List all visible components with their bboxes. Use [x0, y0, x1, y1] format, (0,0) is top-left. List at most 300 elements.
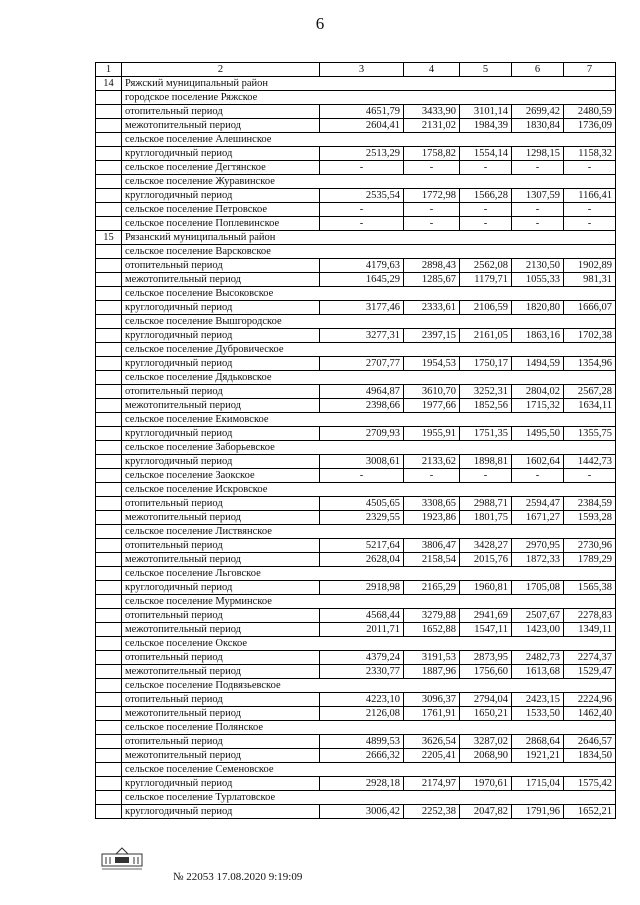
row-number: [96, 693, 122, 707]
value-cell: 2278,83: [564, 609, 616, 623]
value-cell: 2709,93: [320, 427, 404, 441]
table-row: [96, 609, 616, 623]
value-cell: 1423,00: [512, 623, 564, 637]
table-row: [96, 805, 616, 819]
value-cell: 2988,71: [460, 497, 512, 511]
row-label: отопительный период: [122, 539, 320, 553]
row-label: сельское поселение Мурминское: [122, 595, 616, 609]
value-cell: 2398,66: [320, 399, 404, 413]
row-number: [96, 413, 122, 427]
row-number: [96, 511, 122, 525]
row-label: круглогодичный период: [122, 581, 320, 595]
section-row: [96, 231, 616, 245]
value-cell: 2594,47: [512, 497, 564, 511]
value-cell: 2699,42: [512, 105, 564, 119]
column-header: 1: [96, 63, 122, 77]
row-number: [96, 707, 122, 721]
row-label: сельское поселение Семеновское: [122, 763, 616, 777]
row-number: [96, 679, 122, 693]
table-row: [96, 749, 616, 763]
row-number: [96, 805, 122, 819]
column-header: 5: [460, 63, 512, 77]
value-cell: 1970,61: [460, 777, 512, 791]
row-number: [96, 763, 122, 777]
row-label: Ряжский муниципальный район: [122, 77, 616, 91]
value-cell: -: [460, 161, 512, 175]
value-cell: 2106,59: [460, 301, 512, 315]
value-cell: 1055,33: [512, 273, 564, 287]
row-number: [96, 273, 122, 287]
value-cell: 2224,96: [564, 693, 616, 707]
settlement-row: [96, 721, 616, 735]
row-label: отопительный период: [122, 693, 320, 707]
value-cell: 1834,50: [564, 749, 616, 763]
value-cell: 1977,66: [404, 399, 460, 413]
settlement-row: [96, 791, 616, 805]
value-cell: 2794,04: [460, 693, 512, 707]
value-cell: 1307,59: [512, 189, 564, 203]
row-label: межотопительный период: [122, 749, 320, 763]
value-cell: 2804,02: [512, 385, 564, 399]
value-cell: 1650,21: [460, 707, 512, 721]
settlement-row: [96, 637, 616, 651]
row-label: круглогодичный период: [122, 455, 320, 469]
value-cell: 3626,54: [404, 735, 460, 749]
value-cell: 1702,38: [564, 329, 616, 343]
value-cell: 1872,33: [512, 553, 564, 567]
value-cell: 2482,73: [512, 651, 564, 665]
table-row: [96, 217, 616, 231]
value-cell: 2567,28: [564, 385, 616, 399]
column-header: 4: [404, 63, 460, 77]
row-label: сельское поселение Искровское: [122, 483, 616, 497]
row-label: сельское поселение Дубровическое: [122, 343, 616, 357]
row-number: [96, 553, 122, 567]
table-header-row: [96, 63, 616, 77]
row-label: сельское поселение Подвязьевское: [122, 679, 616, 693]
value-cell: -: [564, 203, 616, 217]
value-cell: 2329,55: [320, 511, 404, 525]
value-cell: -: [320, 469, 404, 483]
row-number: [96, 371, 122, 385]
table-row: [96, 105, 616, 119]
value-cell: 1830,84: [512, 119, 564, 133]
table-row: [96, 259, 616, 273]
row-label: сельское поселение Заокское: [122, 469, 320, 483]
value-cell: 3287,02: [460, 735, 512, 749]
settlement-row: [96, 91, 616, 105]
value-cell: 1565,38: [564, 581, 616, 595]
settlement-row: [96, 175, 616, 189]
value-cell: 4179,63: [320, 259, 404, 273]
value-cell: 2131,02: [404, 119, 460, 133]
value-cell: 981,31: [564, 273, 616, 287]
value-cell: 3008,61: [320, 455, 404, 469]
settlement-row: [96, 763, 616, 777]
row-number: [96, 315, 122, 329]
column-header: 7: [564, 63, 616, 77]
value-cell: -: [460, 217, 512, 231]
value-cell: 3610,70: [404, 385, 460, 399]
value-cell: 2333,61: [404, 301, 460, 315]
value-cell: 4899,53: [320, 735, 404, 749]
value-cell: 1166,41: [564, 189, 616, 203]
row-number: [96, 189, 122, 203]
value-cell: 1554,14: [460, 147, 512, 161]
row-number: [96, 651, 122, 665]
value-cell: 2126,08: [320, 707, 404, 721]
row-number: [96, 147, 122, 161]
row-number: [96, 539, 122, 553]
settlement-row: [96, 595, 616, 609]
row-number: [96, 385, 122, 399]
value-cell: 2161,05: [460, 329, 512, 343]
value-cell: 4379,24: [320, 651, 404, 665]
row-number: [96, 175, 122, 189]
row-number: [96, 441, 122, 455]
row-label: круглогодичный период: [122, 147, 320, 161]
value-cell: 2130,50: [512, 259, 564, 273]
table-row: [96, 539, 616, 553]
row-label: круглогодичный период: [122, 427, 320, 441]
value-cell: 2397,15: [404, 329, 460, 343]
value-cell: 2535,54: [320, 189, 404, 203]
value-cell: -: [564, 161, 616, 175]
table-row: [96, 147, 616, 161]
row-label: отопительный период: [122, 385, 320, 399]
value-cell: -: [404, 161, 460, 175]
value-cell: 4505,65: [320, 497, 404, 511]
row-label: сельское поселение Варсковское: [122, 245, 616, 259]
value-cell: 1666,07: [564, 301, 616, 315]
value-cell: 1898,81: [460, 455, 512, 469]
row-label: сельское поселение Дядьковское: [122, 371, 616, 385]
value-cell: 1355,75: [564, 427, 616, 441]
row-label: круглогодичный период: [122, 357, 320, 371]
row-number: [96, 567, 122, 581]
table-row: [96, 665, 616, 679]
value-cell: 2174,97: [404, 777, 460, 791]
row-number: [96, 777, 122, 791]
column-header: 3: [320, 63, 404, 77]
value-cell: 1852,56: [460, 399, 512, 413]
value-cell: 2868,64: [512, 735, 564, 749]
table-row: [96, 385, 616, 399]
row-label: сельское поселение Дегтянское: [122, 161, 320, 175]
value-cell: 3428,27: [460, 539, 512, 553]
value-cell: 1820,80: [512, 301, 564, 315]
value-cell: 1801,75: [460, 511, 512, 525]
settlement-row: [96, 679, 616, 693]
table-row: [96, 119, 616, 133]
value-cell: 1791,96: [512, 805, 564, 819]
settlement-row: [96, 245, 616, 259]
row-label: сельское поселение Высоковское: [122, 287, 616, 301]
document-stamp: № 22053 17.08.2020 9:19:09: [173, 871, 303, 883]
row-label: сельское поселение Листвянское: [122, 525, 616, 539]
table-row: [96, 469, 616, 483]
value-cell: 1529,47: [564, 665, 616, 679]
row-number: [96, 637, 122, 651]
row-label: сельское поселение Полянское: [122, 721, 616, 735]
row-number: [96, 665, 122, 679]
settlement-row: [96, 343, 616, 357]
row-number: [96, 91, 122, 105]
value-cell: 1751,35: [460, 427, 512, 441]
row-label: отопительный период: [122, 105, 320, 119]
value-cell: 3191,53: [404, 651, 460, 665]
row-label: круглогодичный период: [122, 329, 320, 343]
row-number: [96, 301, 122, 315]
table-row: [96, 777, 616, 791]
settlement-row: [96, 413, 616, 427]
row-label: сельское поселение Екимовское: [122, 413, 616, 427]
table-row: [96, 301, 616, 315]
value-cell: 4568,44: [320, 609, 404, 623]
row-number: [96, 203, 122, 217]
value-cell: -: [512, 161, 564, 175]
row-number: [96, 245, 122, 259]
settlement-row: [96, 525, 616, 539]
value-cell: 1750,17: [460, 357, 512, 371]
value-cell: 1758,82: [404, 147, 460, 161]
value-cell: 2970,95: [512, 539, 564, 553]
settlement-row: [96, 133, 616, 147]
value-cell: -: [564, 217, 616, 231]
row-number: [96, 791, 122, 805]
value-cell: 2133,62: [404, 455, 460, 469]
row-number: [96, 595, 122, 609]
value-cell: -: [320, 203, 404, 217]
value-cell: 1923,86: [404, 511, 460, 525]
row-number: [96, 399, 122, 413]
row-number: [96, 609, 122, 623]
row-number: [96, 721, 122, 735]
row-label: отопительный период: [122, 497, 320, 511]
row-label: круглогодичный период: [122, 777, 320, 791]
row-label: межотопительный период: [122, 623, 320, 637]
seal-logo-icon: [100, 846, 144, 872]
value-cell: 1863,16: [512, 329, 564, 343]
row-number: [96, 469, 122, 483]
value-cell: -: [320, 161, 404, 175]
row-label: межотопительный период: [122, 707, 320, 721]
value-cell: 1634,11: [564, 399, 616, 413]
value-cell: 1955,91: [404, 427, 460, 441]
row-number: [96, 329, 122, 343]
value-cell: 2015,76: [460, 553, 512, 567]
row-label: круглогодичный период: [122, 189, 320, 203]
value-cell: 1652,21: [564, 805, 616, 819]
value-cell: 3177,46: [320, 301, 404, 315]
table-row: [96, 203, 616, 217]
value-cell: 1158,32: [564, 147, 616, 161]
value-cell: 1772,98: [404, 189, 460, 203]
value-cell: 2666,32: [320, 749, 404, 763]
value-cell: 1902,89: [564, 259, 616, 273]
value-cell: -: [512, 469, 564, 483]
column-header: 2: [122, 63, 320, 77]
value-cell: -: [512, 203, 564, 217]
row-number: [96, 259, 122, 273]
row-number: [96, 735, 122, 749]
value-cell: 2513,29: [320, 147, 404, 161]
row-label: сельское поселение Окское: [122, 637, 616, 651]
settlement-row: [96, 441, 616, 455]
row-label: межотопительный период: [122, 273, 320, 287]
value-cell: 2507,67: [512, 609, 564, 623]
value-cell: 1298,15: [512, 147, 564, 161]
row-number: [96, 623, 122, 637]
row-label: Рязанский муниципальный район: [122, 231, 616, 245]
value-cell: 1789,29: [564, 553, 616, 567]
value-cell: 1756,60: [460, 665, 512, 679]
value-cell: 2158,54: [404, 553, 460, 567]
value-cell: 3006,42: [320, 805, 404, 819]
value-cell: 2707,77: [320, 357, 404, 371]
row-number: [96, 455, 122, 469]
page-number: 6: [315, 14, 325, 33]
value-cell: 1984,39: [460, 119, 512, 133]
row-label: отопительный период: [122, 735, 320, 749]
table-row: [96, 357, 616, 371]
value-cell: 1715,04: [512, 777, 564, 791]
value-cell: 2928,18: [320, 777, 404, 791]
value-cell: 3806,47: [404, 539, 460, 553]
value-cell: 1613,68: [512, 665, 564, 679]
row-label: межотопительный период: [122, 553, 320, 567]
value-cell: 2330,77: [320, 665, 404, 679]
table-row: [96, 329, 616, 343]
row-label: сельское поселение Турлатовское: [122, 791, 616, 805]
value-cell: 1705,08: [512, 581, 564, 595]
row-label: круглогодичный период: [122, 301, 320, 315]
value-cell: 1566,28: [460, 189, 512, 203]
value-cell: 2918,98: [320, 581, 404, 595]
value-cell: 2274,37: [564, 651, 616, 665]
row-number: 15: [96, 231, 122, 245]
row-label: отопительный период: [122, 651, 320, 665]
value-cell: 1495,50: [512, 427, 564, 441]
table-row: [96, 581, 616, 595]
value-cell: -: [404, 217, 460, 231]
value-cell: 1602,64: [512, 455, 564, 469]
row-label: межотопительный период: [122, 665, 320, 679]
row-label: сельское поселение Журавинское: [122, 175, 616, 189]
value-cell: 1652,88: [404, 623, 460, 637]
value-cell: 1354,96: [564, 357, 616, 371]
value-cell: -: [460, 469, 512, 483]
value-cell: 2423,15: [512, 693, 564, 707]
row-number: [96, 357, 122, 371]
settlement-row: [96, 371, 616, 385]
value-cell: 2562,08: [460, 259, 512, 273]
value-cell: 1547,11: [460, 623, 512, 637]
row-number: [96, 161, 122, 175]
value-cell: 1494,59: [512, 357, 564, 371]
value-cell: 1349,11: [564, 623, 616, 637]
value-cell: -: [564, 469, 616, 483]
value-cell: 1285,67: [404, 273, 460, 287]
value-cell: 1960,81: [460, 581, 512, 595]
value-cell: 2730,96: [564, 539, 616, 553]
table-row: [96, 693, 616, 707]
tariff-table: [95, 62, 616, 819]
value-cell: 2604,41: [320, 119, 404, 133]
value-cell: 4964,87: [320, 385, 404, 399]
value-cell: 3252,31: [460, 385, 512, 399]
row-label: отопительный период: [122, 609, 320, 623]
row-number: [96, 497, 122, 511]
row-number: [96, 525, 122, 539]
value-cell: 3308,65: [404, 497, 460, 511]
row-number: [96, 343, 122, 357]
value-cell: 2384,59: [564, 497, 616, 511]
value-cell: 2068,90: [460, 749, 512, 763]
row-label: сельское поселение Алешинское: [122, 133, 616, 147]
value-cell: 5217,64: [320, 539, 404, 553]
row-number: [96, 581, 122, 595]
value-cell: -: [460, 203, 512, 217]
value-cell: 1462,40: [564, 707, 616, 721]
value-cell: 2252,38: [404, 805, 460, 819]
row-number: [96, 119, 122, 133]
row-label: городское поселение Ряжское: [122, 91, 616, 105]
value-cell: -: [404, 469, 460, 483]
value-cell: 2628,04: [320, 553, 404, 567]
row-number: [96, 287, 122, 301]
row-label: сельское поселение Вышгородское: [122, 315, 616, 329]
value-cell: 4651,79: [320, 105, 404, 119]
table-row: [96, 399, 616, 413]
value-cell: 1179,71: [460, 273, 512, 287]
row-label: межотопительный период: [122, 119, 320, 133]
value-cell: 3279,88: [404, 609, 460, 623]
value-cell: 2205,41: [404, 749, 460, 763]
table-row: [96, 651, 616, 665]
table-row: [96, 553, 616, 567]
value-cell: 2941,69: [460, 609, 512, 623]
value-cell: 1442,73: [564, 455, 616, 469]
value-cell: 2165,29: [404, 581, 460, 595]
row-label: межотопительный период: [122, 511, 320, 525]
row-number: [96, 133, 122, 147]
table-row: [96, 455, 616, 469]
table-row: [96, 497, 616, 511]
value-cell: 2898,43: [404, 259, 460, 273]
row-number: [96, 483, 122, 497]
settlement-row: [96, 287, 616, 301]
value-cell: 4223,10: [320, 693, 404, 707]
table-row: [96, 427, 616, 441]
value-cell: 1715,32: [512, 399, 564, 413]
table-row: [96, 511, 616, 525]
value-cell: -: [404, 203, 460, 217]
settlement-row: [96, 315, 616, 329]
value-cell: 2480,59: [564, 105, 616, 119]
value-cell: 1575,42: [564, 777, 616, 791]
table-row: [96, 707, 616, 721]
row-number: [96, 105, 122, 119]
value-cell: 1645,29: [320, 273, 404, 287]
value-cell: 3433,90: [404, 105, 460, 119]
settlement-row: [96, 567, 616, 581]
row-label: круглогодичный период: [122, 805, 320, 819]
row-label: отопительный период: [122, 259, 320, 273]
row-label: сельское поселение Льговское: [122, 567, 616, 581]
value-cell: 1761,91: [404, 707, 460, 721]
row-label: сельское поселение Заборьевское: [122, 441, 616, 455]
